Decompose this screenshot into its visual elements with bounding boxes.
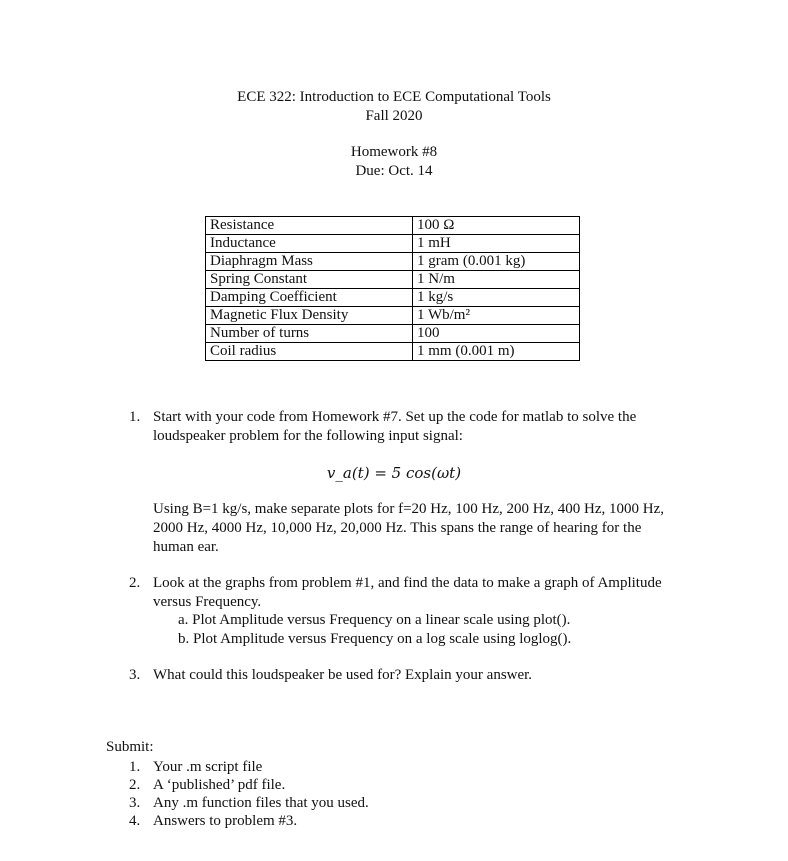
table-row [206, 235, 580, 253]
param-value: 1 gram (0.001 kg) [413, 253, 580, 271]
param-value: 1 Wb/m² [413, 307, 580, 325]
param-name: Coil radius [206, 343, 413, 361]
list-item: 2. A ‘published’ pdf file. [129, 777, 286, 793]
input-signal-equation: v_a(t) = 5 cos(ωt) [326, 464, 462, 482]
list-item: 4. Answers to problem #3. [129, 813, 298, 829]
param-name: Resistance [206, 217, 413, 235]
homework-block [0, 143, 788, 181]
param-value: 1 mm (0.001 m) [413, 343, 580, 361]
param-value: 1 kg/s [413, 289, 580, 307]
table-row [206, 289, 580, 307]
table-row [206, 253, 580, 271]
param-name: Diaphragm Mass [206, 253, 413, 271]
term: Fall 2020 [365, 108, 423, 124]
course-title: ECE 322: Introduction to ECE Computational Tools [237, 89, 551, 105]
table-row [206, 307, 580, 325]
table-row [206, 343, 580, 361]
param-value: 1 mH [413, 235, 580, 253]
problem-1-instructions: Using B=1 kg/s, make separate plots for f=20 Hz, 100 Hz, 200 Hz, 400 Hz, 1000 Hz, 2000 Hz, 4000 Hz, 10,000 Hz, 20,000 Hz. This spans the range of hearing for the human ear. [153, 501, 664, 555]
homework-number: Homework #8 [350, 144, 438, 160]
param-name: Number of turns [206, 325, 413, 343]
param-value: 100 Ω [413, 217, 580, 235]
param-value: 1 N/m [413, 271, 580, 289]
problem-2b: b. Plot Amplitude versus Frequency on a log scale using loglog(). [178, 631, 572, 647]
list-item: 1. Your .m script file [129, 759, 263, 775]
problem-number: 1. [129, 409, 141, 425]
parameters-table [205, 216, 580, 361]
list-item: 3. Any .m function files that you used. [129, 795, 369, 811]
table-row [206, 217, 580, 235]
param-name: Damping Coefficient [206, 289, 413, 307]
problem-number: 3. [129, 667, 141, 683]
param-name: Spring Constant [206, 271, 413, 289]
problem-text: Look at the graphs from problem #1, and find the data to make a graph of Amplitude versus Frequency. [153, 575, 662, 610]
table-row [206, 271, 580, 289]
submit-heading: Submit: [106, 739, 154, 755]
title-block [0, 88, 788, 126]
table-row [206, 325, 580, 343]
param-name: Magnetic Flux Density [206, 307, 413, 325]
problem-text: What could this loudspeaker be used for? Explain your answer. [153, 667, 533, 683]
param-name: Inductance [206, 235, 413, 253]
problem-2a: a. Plot Amplitude versus Frequency on a linear scale using plot(). [178, 612, 571, 628]
problem-number: 2. [129, 575, 141, 591]
due-date: Due: Oct. 14 [355, 163, 433, 179]
param-value: 100 [413, 325, 580, 343]
problem-text: Start with your code from Homework #7. Set up the code for matlab to solve the loudspeaker problem for the following input signal: [153, 409, 637, 444]
